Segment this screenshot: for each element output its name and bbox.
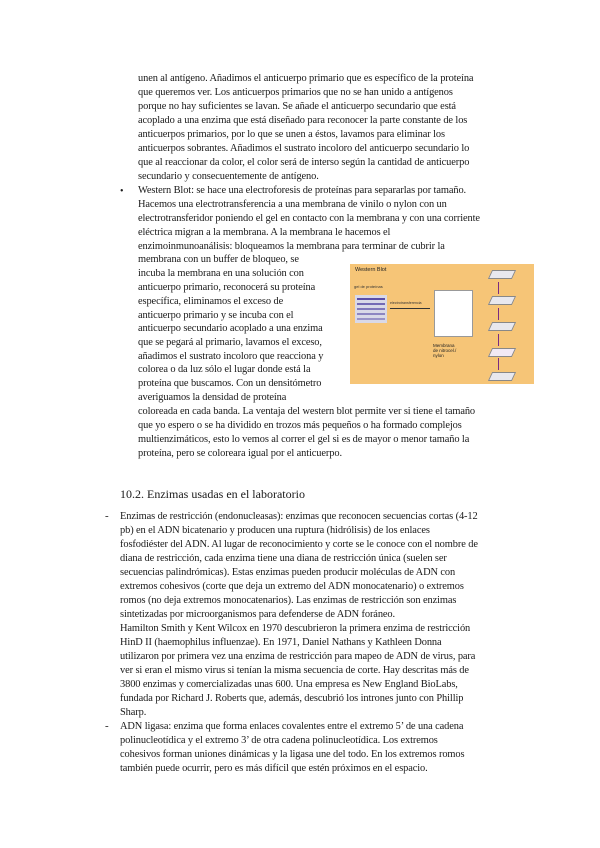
text-line: utilizaron por primera vez una enzima de restricción para mapeo de ADN de virus, para [120,651,476,662]
transfer-arrow-icon [390,308,430,309]
figure-title: Western Blot [355,267,387,273]
text-line: también puede ocurrir, pero es más difícil que estén próximos en el espacio. [120,763,428,774]
text-line: eléctrica migran a la membrana. A la membrana le hacemos el [138,227,391,238]
text-line: Western Blot: se hace una electroforesis de proteínas para separarlas por tamaño. [138,185,467,196]
text-line: acoplado a una enzima que está diseñado para reconocer la parte constante de los [138,115,468,126]
step-membrane [488,296,516,305]
text-line: electrotransferidor poniendo el gel en contacto con la membrana y con una corriente [138,213,480,224]
text-line: anticuerpo secundario acoplado a una enzima [138,323,323,334]
text-line: Sharp. [120,707,147,718]
text-line: anticuerpos sobrantes. Añadimos el sustrato incoloro del anticuerpo secundario lo [138,143,470,154]
gel-band [357,303,385,305]
text-line: diana de restricción, cada enzima tiene una diana de restricción única (suelen ser [120,553,447,564]
gel-band [357,318,385,320]
figure-subtitle: gel de proteínas [354,284,383,289]
gel-band [357,308,385,310]
step-arrow-icon [498,282,499,294]
text-line: anticuerpos primarios, por lo que se unen a éstos, lavamos para eliminar los [138,129,445,140]
text-line: coloreada en cada banda. La ventaja del western blot permite ver si tiene el tamaño [138,406,476,417]
text-line: secuencias palindrómicas). Estas enzimas pueden producir moléculas de ADN con [120,567,456,578]
text-line: enzimoinmunoanálisis: bloqueamos la membrana para terminar de cubrir la [138,241,445,252]
text-line: multienzimáticos, esto lo vemos al correr el gel si es de mayor o menor tamaño la [138,434,470,445]
membrane-label-line: de nitrocel./ [433,348,457,353]
step-membrane [488,372,516,381]
text-line: colorea o da luz sólo el lugar donde está la [138,364,311,375]
text-line: Hacemos una electrotransferencia a una membrana de vinilo o nylon con un [138,199,447,210]
text-line: unen al antígeno. Añadimos el anticuerpo primario que es específico de la proteína [138,73,474,84]
step-membrane [488,348,516,357]
text-line: ADN ligasa: enzima que forma enlaces covalentes entre el extremo 5’ de una cadena [120,721,464,732]
text-line: HinD II (haemophilus influenzae). En 1971, Daniel Nathans y Kathleen Donna [120,637,442,648]
membrane-label-line: Membrana [433,343,455,348]
dash-marker: - [105,510,109,522]
text-line: proteína, pero se coloreara igual por el anticuerpo. [138,448,342,459]
step-arrow-icon [498,334,499,346]
text-line: que al reaccionar da color, el color será de interso según la cantidad de anticuerpo [138,157,470,168]
step-arrow-icon [498,308,499,320]
transfer-label: electrotransferencia [390,301,422,305]
gel-band [357,298,385,300]
text-line: polinucleotídica y el extremo 3’ de otra cadena polinucleotídica. Los extremos [120,735,438,746]
text-line: porque no hay suficientes se lavan. Se añade el anticuerpo secundario que está [138,101,456,112]
text-line: incuba la membrana en una solución con [138,268,304,279]
text-line: extremos cohesivos (corte que deja un extremo del ADN monocatenario) o extremos [120,581,464,592]
section-heading: 10.2. Enzimas usadas en el laboratorio [120,487,305,501]
text-line: añadimos el sustrato incoloro que reacciona y [138,351,324,362]
membrane-label-line: nylon [433,353,444,358]
step-membrane [488,322,516,331]
text-line: anticuerpo primario, reconocerá su proteína [138,282,316,293]
text-line: cohesivos forman uniones dinámicas y la ligasa une del todo. En los extremos romos [120,749,465,760]
text-line: fundada por Richard J. Roberts que, además, descubrió los intrones junto con Phillip [120,693,464,704]
dash-marker: - [105,720,109,732]
text-line: 3800 enzimas y comercializadas unas 600. Una empresa es New England BioLabs, [120,679,458,690]
text-line: Hamilton Smith y Kent Wilcox en 1970 descubrieron la primera enzima de restricción [120,623,471,634]
membrane-image [434,290,473,337]
text-line: específica, eliminamos el exceso de [138,296,284,307]
text-line: ver si eran el mismo virus si tenían la misma secuencia de corte. Hay descritas más de [120,665,469,676]
text-line: fosfodiéster del ADN. Al lugar de reconocimiento y corte se le conoce con el nombre de [120,539,478,550]
membrane-label [433,343,456,358]
bullet-marker: • [120,186,124,197]
text-line: que queremos ver. Los anticuerpos primarios que no se han unido a antígenos [138,87,453,98]
text-line: que se pegará al primario, lavamos el exceso, [138,337,322,348]
text-line: anticuerpo primario y se incuba con el [138,310,294,321]
text-line: romos (no deja extremos monocatenarios). Las enzimas de restricción son enzimas [120,595,457,606]
text-line: membrana con un buffer de bloqueo, se [138,254,299,265]
step-arrow-icon [498,358,499,370]
text-line: secundario y consecuentemente de antígeno. [138,171,319,182]
gel-image [355,295,387,323]
gel-band [357,313,385,315]
step-membrane [488,270,516,279]
text-line: sintetizadas por microorganismos para defenderse de ADN foráneo. [120,609,396,620]
western-blot-figure [350,264,534,384]
text-line: proteína que buscamos. Con un densitómetro [138,378,322,389]
text-line: que yo espero o se ha dividido en trozos más pequeños o ha formado complejos [138,420,462,431]
text-line: averiguamos la densidad de proteína [138,392,287,403]
text-line: pb) en el ADN bicatenario y producen una ruptura (hidrólisis) de los enlaces [120,525,430,536]
text-line: Enzimas de restricción (endonucleasas): enzimas que reconocen secuencias cortas (4-12 [120,511,478,522]
